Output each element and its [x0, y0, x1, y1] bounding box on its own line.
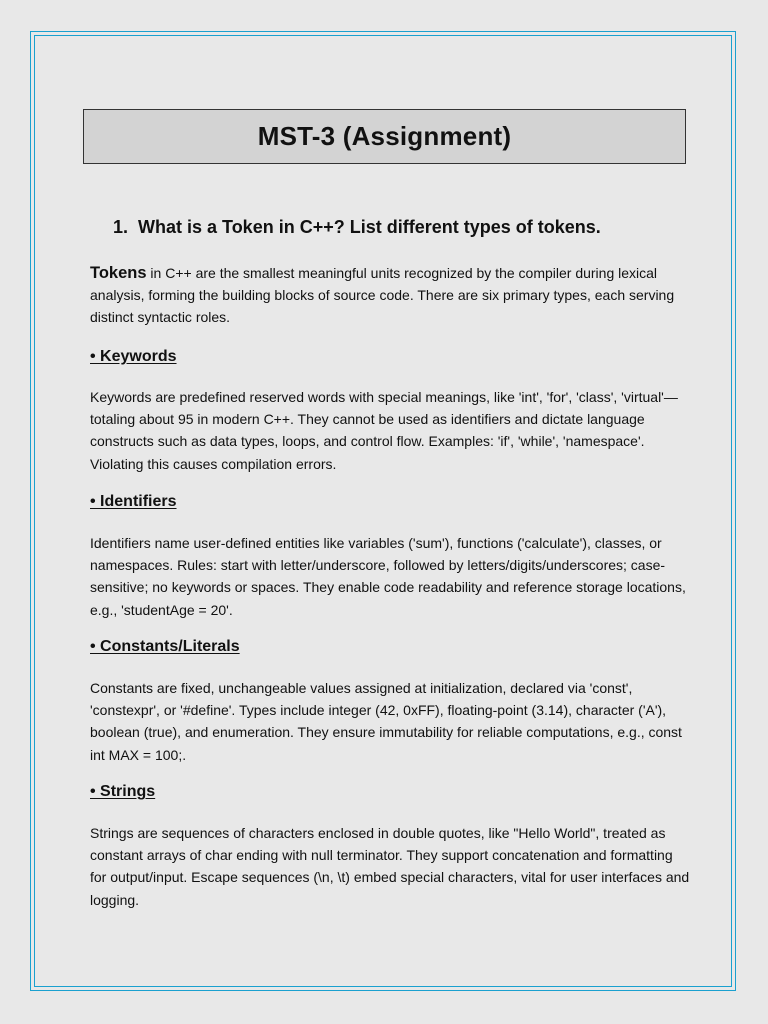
section-body-constants: Constants are fixed, unchangeable values assigned at initialization, declared via 'const', 'constexpr', or '#define'. Types include integer (42, 0xFF), floating-point (3.14), character ('A'), boolean (true), and enumeration. They ensure immutability for reliable computations, e.g., const int MAX = 100;.	[90, 680, 682, 763]
intro-text: in C++ are the smallest meaningful units recognized by the compiler during lexical analysis, forming the building blocks of source code. There are six primary types, each serving distinct syntactic roles.	[90, 265, 675, 326]
section-heading-identifiers: • Identifiers	[90, 493, 177, 510]
question-text: What is a Token in C++? List different types of tokens.	[138, 217, 601, 237]
question-number: 1.	[113, 217, 129, 237]
section-body-identifiers: Identifiers name user-defined entities like variables ('sum'), functions ('calculate'), classes, or namespaces. Rules: start with letter/underscore, followed by letters/digits/underscores; case-sensitive; no keywords or spaces. They enable code readability and reference storage locations, e.g., 'studentAge = 20'.	[90, 535, 686, 618]
question-heading	[113, 217, 601, 238]
section-heading-constants: • Constants/Literals	[90, 638, 240, 655]
intro-lead-term: Tokens	[90, 264, 147, 282]
section-body-strings: Strings are sequences of characters enclosed in double quotes, like "Hello World", treated as constant arrays of char ending with null terminator. They support concatenation and formatting for output/input. Escape sequences (\n, \t) embed special characters, vital for user interfaces and logging.	[90, 825, 690, 908]
section-heading-keywords: • Keywords	[90, 348, 177, 365]
intro-paragraph	[90, 262, 690, 329]
title-box	[83, 109, 686, 164]
page-title: MST-3 (Assignment)	[257, 121, 512, 151]
section-heading-strings: • Strings	[90, 783, 156, 800]
section-body-keywords: Keywords are predefined reserved words with special meanings, like 'int', 'for', 'class', 'virtual'—totaling about 95 in modern C++. They cannot be used as identifiers and dictate language constructs such as data types, loops, and control flow. Examples: 'if', 'while', 'namespace'. Violating this causes compilation errors.	[90, 389, 678, 472]
answer-content	[90, 262, 690, 908]
